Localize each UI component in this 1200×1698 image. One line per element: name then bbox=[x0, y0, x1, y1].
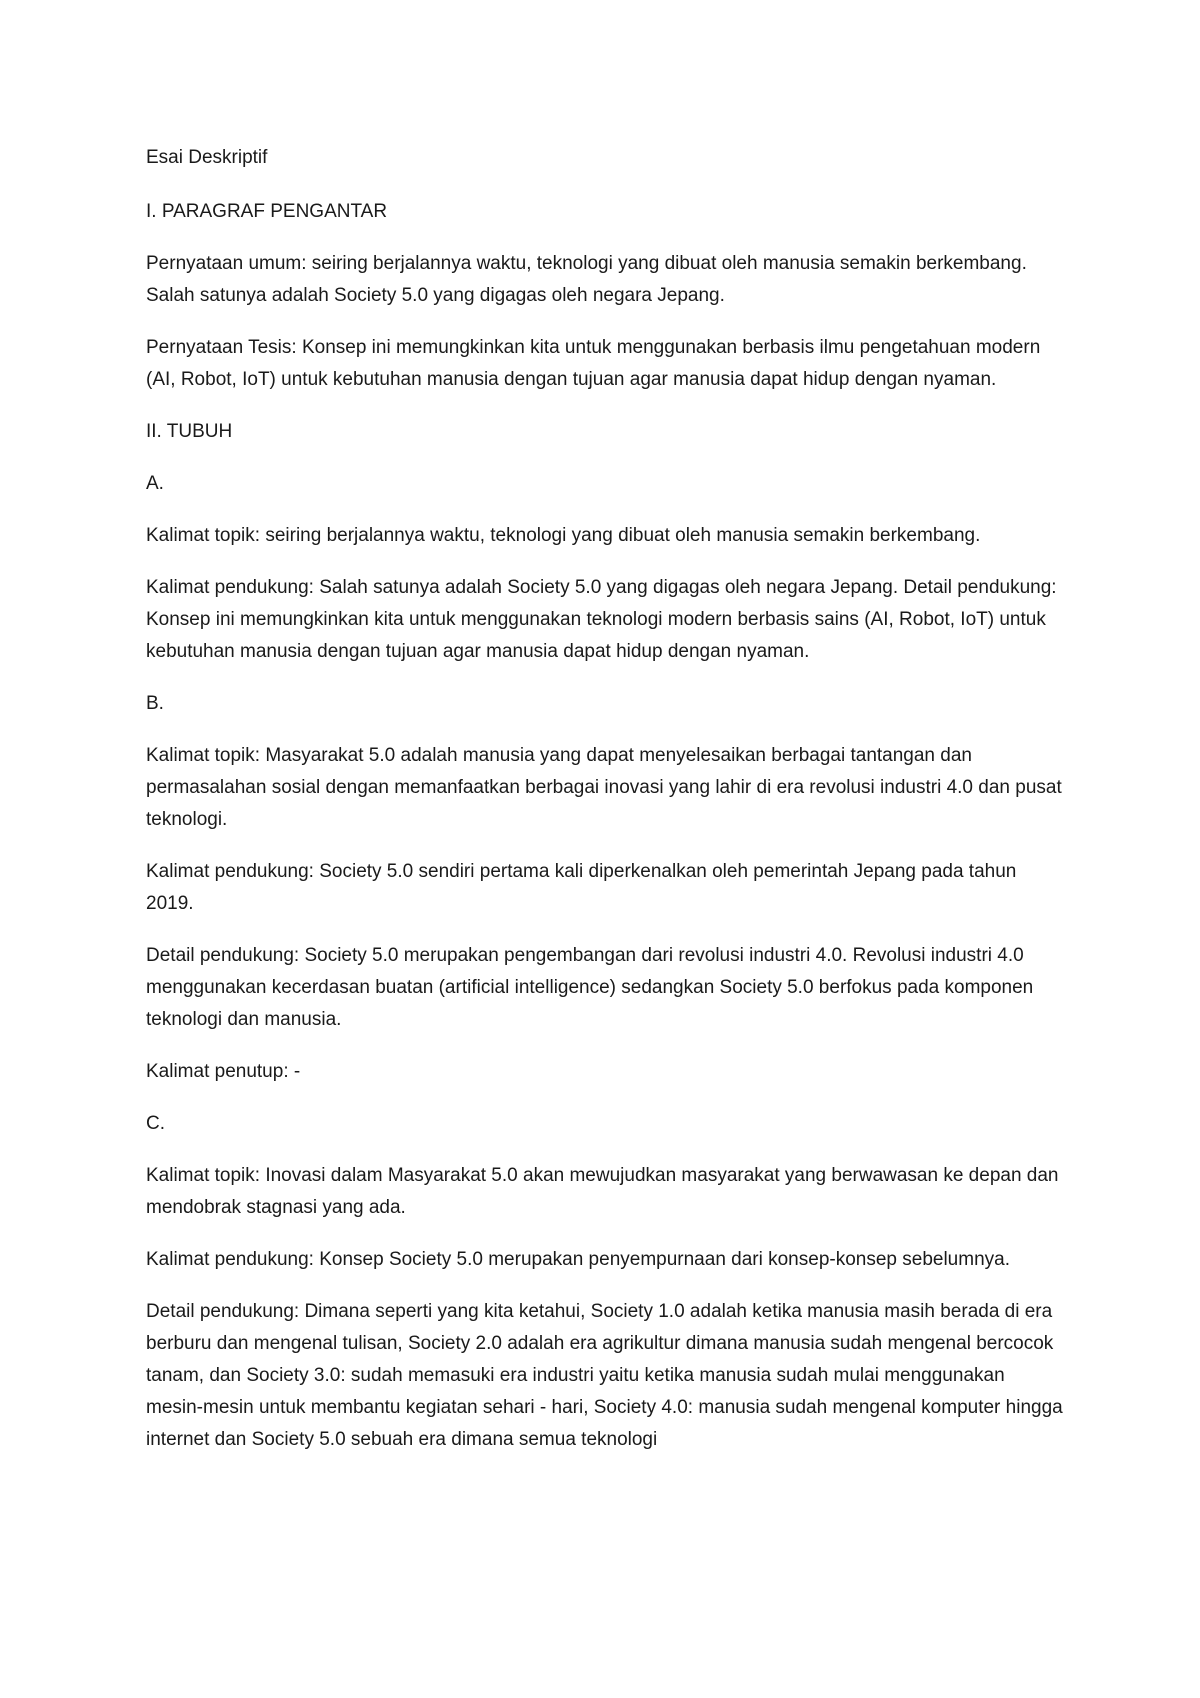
section-heading-intro: I. PARAGRAF PENGANTAR bbox=[146, 201, 388, 222]
paragraph-b-detail: Detail pendukung: Society 5.0 merupakan pengembangan dari revolusi industri 4.0. Revolusi industri 4.0 menggunakan kecerdasan buatan (artificial intelligence) sedangkan Society 5.0 berfokus pada komponen teknologi dan manusia. bbox=[146, 945, 1034, 1030]
paragraph-thesis-statement: Pernyataan Tesis: Konsep ini memungkinkan kita untuk menggunakan berbasis ilmu pengetahuan modern (AI, Robot, IoT) untuk kebutuhan manusia dengan tujuan agar manusia dapat hidup dengan nyaman. bbox=[146, 337, 1041, 390]
paragraph-c-topic: Kalimat topik: Inovasi dalam Masyarakat 5.0 akan mewujudkan masyarakat yang berwawasan ke depan dan mendobrak stagnasi yang ada. bbox=[146, 1165, 1059, 1218]
subsection-label-a: A. bbox=[146, 473, 164, 494]
document-body bbox=[146, 142, 1066, 1476]
paragraph-a-topic: Kalimat topik: seiring berjalannya waktu, teknologi yang dibuat oleh manusia semakin berkembang. bbox=[146, 525, 981, 546]
paragraph-b-topic: Kalimat topik: Masyarakat 5.0 adalah manusia yang dapat menyelesaikan berbagai tantangan dan permasalahan sosial dengan memanfaatkan berbagai inovasi yang lahir di era revolusi industri 4.0 dan pusat teknologi. bbox=[146, 745, 1062, 830]
document-title: Esai Deskriptif bbox=[146, 147, 268, 168]
paragraph-b-support: Kalimat pendukung: Society 5.0 sendiri pertama kali diperkenalkan oleh pemerintah Jepang pada tahun 2019. bbox=[146, 861, 1017, 914]
section-heading-body: II. TUBUH bbox=[146, 421, 233, 442]
paragraph-c-detail: Detail pendukung: Dimana seperti yang kita ketahui, Society 1.0 adalah ketika manusia masih berada di era berburu dan mengenal tulisan, Society 2.0 adalah era agrikultur dimana manusia sudah mengenal bercocok tanam, dan Society 3.0: sudah memasuki era industri yaitu ketika manusia sudah mulai menggunakan mesin-mesin untuk membantu kegiatan sehari - hari, Society 4.0: manusia sudah mengenal komputer hingga internet dan Society 5.0 sebuah era dimana semua teknologi bbox=[146, 1301, 1063, 1450]
paragraph-c-support: Kalimat pendukung: Konsep Society 5.0 merupakan penyempurnaan dari konsep-konsep sebelumnya. bbox=[146, 1249, 1010, 1270]
paragraph-a-support: Kalimat pendukung: Salah satunya adalah Society 5.0 yang digagas oleh negara Jepang. Detail pendukung: Konsep ini memungkinkan kita untuk menggunakan teknologi modern berbasis sains (AI, Robot, IoT) untuk kebutuhan manusia dengan tujuan agar manusia dapat hidup dengan nyaman. bbox=[146, 577, 1057, 662]
subsection-label-b: B. bbox=[146, 693, 164, 714]
paragraph-b-closing: Kalimat penutup: - bbox=[146, 1061, 301, 1082]
subsection-label-c: C. bbox=[146, 1113, 165, 1134]
paragraph-general-statement: Pernyataan umum: seiring berjalannya waktu, teknologi yang dibuat oleh manusia semakin berkembang. Salah satunya adalah Society 5.0 yang digagas oleh negara Jepang. bbox=[146, 253, 1027, 306]
